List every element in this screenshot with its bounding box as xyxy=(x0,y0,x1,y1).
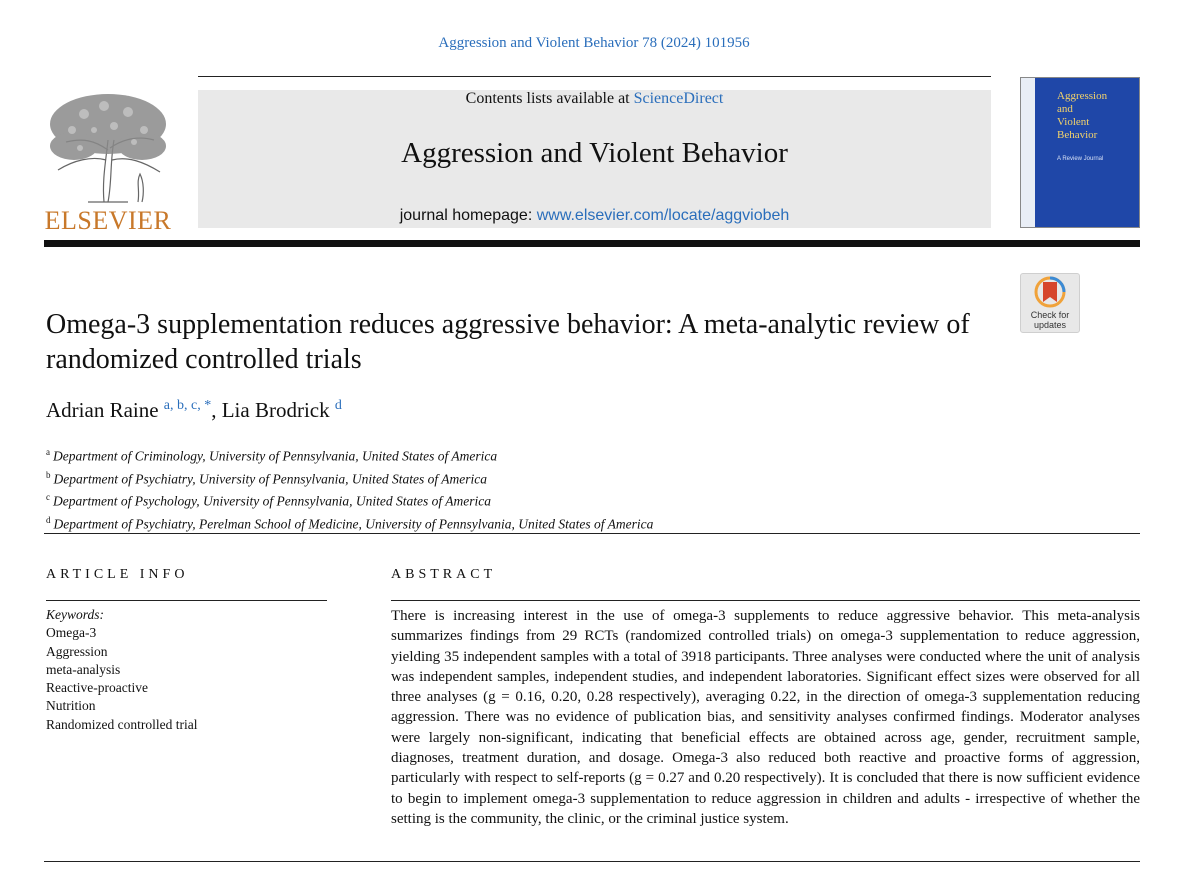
journal-homepage-line: journal homepage: www.elsevier.com/locate/aggviobeh xyxy=(399,207,790,224)
affiliation-item xyxy=(46,443,653,466)
cover-subtitle: A Review Journal xyxy=(1057,156,1104,162)
keyword-item[interactable]: meta-analysis xyxy=(46,661,121,677)
keyword-item[interactable]: Nutrition xyxy=(46,698,96,714)
cover-title-line: Violent xyxy=(1057,116,1090,128)
abstract-text: There is increasing interest in the use of omega-3 supplements to reduce aggressive behavior. This meta-analysis summarizes findings from 29 RCTs (randomized controlled trials) on omega-3 supplementation to reduce aggression, yielding 35 independent samples with a total of 3918 participants. Three analyses were conducted where the unit of analysis was independent samples, independent studies, and independent laboratories. Significant effect sizes were observed for all three analyses (g = 0.16, 0.20, 0.28 respectively), averaging 0.22, in the direction of omega-3 supplementation reducing aggression. There was no evidence of publication bias, and sensitivity analyses confirmed findings. Moderator analyses were largely non-significant, indicating that beneficial effects are obtained across age, gender, recruitment sample, diagnoses, treatment duration, and dosage. Omega-3 also reduced both reactive and proactive forms of aggression, particularly with respect to self-reports (g = 0.27 and 0.20 respectively). It is concluded that there is now sufficient evidence to begin to implement omega-3 supplementation to reduce aggression in children and adults - irrespective of whether the setting is the community, the clinic, or the criminal justice system. xyxy=(391,608,1140,827)
author-name[interactable]: Lia Brodrick xyxy=(221,398,330,422)
affiliation-text: Department of Psychiatry, Perelman School of Medicine, University of Pennsylvania, United States of America xyxy=(53,516,654,531)
author-separator: , xyxy=(211,398,222,422)
affiliation-text: Department of Criminology, University of Pennsylvania, United States of America xyxy=(53,448,498,464)
cover-title xyxy=(1057,90,1107,142)
abstract-rule xyxy=(391,600,1140,601)
affiliation-key: c xyxy=(46,492,50,502)
keywords-label: Keywords: xyxy=(46,607,104,622)
author-affiliation-marks[interactable]: d xyxy=(334,398,342,413)
affiliation-text: Department of Psychology, University of Pennsylvania, United States of America xyxy=(53,493,492,509)
keyword-item[interactable]: Randomized controlled trial xyxy=(46,716,198,732)
elsevier-logo[interactable] xyxy=(44,90,172,235)
elsevier-wordmark: ELSEVIER xyxy=(44,206,172,235)
keyword-item[interactable]: Reactive-proactive xyxy=(46,680,148,696)
tree-icon xyxy=(44,90,172,206)
affiliation-key: d xyxy=(46,514,51,525)
journal-homepage-link[interactable]: www.elsevier.com/locate/aggviobeh xyxy=(536,207,790,224)
journal-title: Aggression and Violent Behavior xyxy=(401,137,788,169)
sciencedirect-link[interactable]: ScienceDirect xyxy=(633,90,724,107)
header-thick-rule xyxy=(44,240,1140,247)
check-for-updates-label xyxy=(1021,310,1079,330)
author-name[interactable]: Adrian Raine xyxy=(46,398,159,422)
section-rule xyxy=(44,533,1140,534)
bookmark-icon xyxy=(1021,274,1079,310)
affiliation-item xyxy=(46,466,653,489)
contents-line: Contents lists available at ScienceDirect xyxy=(465,90,724,107)
header-rule xyxy=(198,76,991,77)
journal-citation[interactable]: Aggression and Violent Behavior 78 (2024) 101956 xyxy=(438,35,750,51)
cover-strip xyxy=(1021,78,1035,227)
affiliation-key: b xyxy=(46,469,51,480)
cover-title-line: Behavior xyxy=(1057,129,1098,141)
bottom-rule xyxy=(44,861,1140,862)
article-info-heading: ARTICLE INFO xyxy=(46,567,189,582)
affiliation-text: Department of Psychiatry, University of Pennsylvania, United States of America xyxy=(53,471,488,486)
cover-title-line: Aggression xyxy=(1057,90,1108,102)
affiliation-item xyxy=(46,488,653,511)
journal-cover[interactable] xyxy=(1020,77,1140,228)
abstract-heading: ABSTRACT xyxy=(391,567,497,582)
check-updates-line-1: Check for xyxy=(1030,310,1070,320)
author-affiliation-marks[interactable]: a, b, c, * xyxy=(163,398,212,413)
check-updates-line-2: updates xyxy=(1033,320,1067,330)
affiliation-item xyxy=(46,511,653,534)
check-for-updates-button[interactable] xyxy=(1020,273,1080,333)
keywords-list xyxy=(46,606,197,734)
cover-title-line: and xyxy=(1057,103,1073,115)
keyword-item[interactable]: Aggression xyxy=(46,643,108,659)
author-list xyxy=(46,398,342,423)
affiliation-key: a xyxy=(46,447,50,457)
affiliation-list xyxy=(46,443,653,533)
keyword-item[interactable]: Omega-3 xyxy=(46,625,97,641)
journal-banner xyxy=(198,90,991,228)
article-title: Omega-3 supplementation reduces aggressive behavior: A meta-analytic review of randomized controlled trials xyxy=(46,309,970,375)
article-info-rule xyxy=(46,600,327,601)
